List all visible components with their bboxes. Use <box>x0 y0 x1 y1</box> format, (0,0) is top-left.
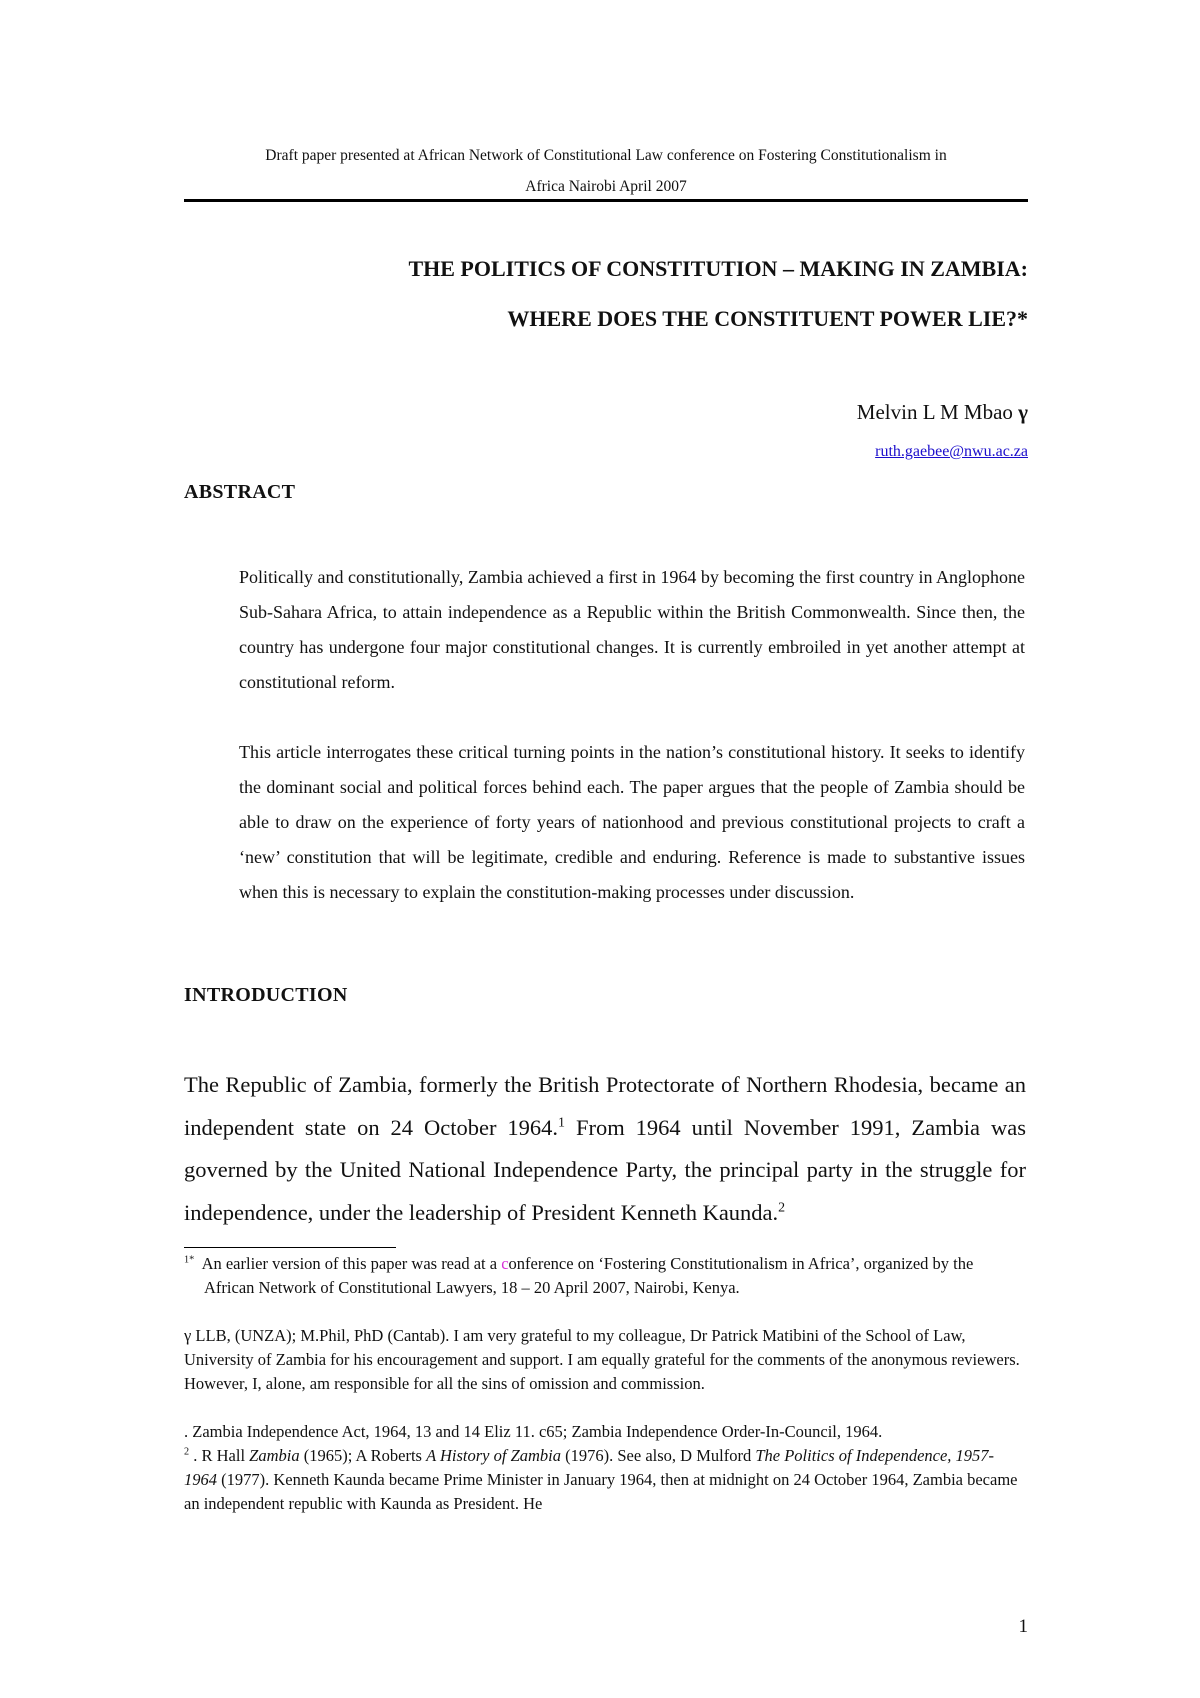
introduction-heading: INTRODUCTION <box>184 984 348 1006</box>
footnote-2-text-e: (1976). See also, D Mulford <box>561 1446 756 1465</box>
footnote-star-highlight: c <box>501 1254 509 1273</box>
footnotes-section <box>184 1252 1026 1516</box>
footnote-gamma: γ LLB, (UNZA); M.Phil, PhD (Cantab). I am very grateful to my colleague, Dr Patrick Matibini of the School of Law, University of Zambia for his encouragement and support. I am equally grateful for the comments of the anonymous reviewers. However, I, alone, am responsible for all the sins of omission and commission. <box>184 1326 1020 1393</box>
footnote-2 <box>184 1444 1026 1516</box>
footnote-gap <box>184 1300 1026 1324</box>
abstract-heading: ABSTRACT <box>184 481 296 503</box>
title-line-1: THE POLITICS OF CONSTITUTION – MAKING IN ZAMBIA: <box>408 256 1028 281</box>
footnote-2-text-c: (1965); A Roberts <box>299 1446 427 1465</box>
email-link[interactable]: ruth.gaebee@nwu.ac.za <box>875 443 1028 460</box>
author-line <box>857 398 1028 426</box>
header-line-1: Draft paper presented at African Network of Constitutional Law conference on Fostering Constitutionalism in <box>265 147 947 164</box>
conference-header <box>184 140 1028 202</box>
footnote-2-text-g: (1977). Kenneth Kaunda became Prime Minister in January 1964, then at midnight on 24 October 1964, Zambia became an independent republic with Kaunda as President. He <box>184 1470 1018 1513</box>
paper-title <box>184 244 1028 344</box>
footnote-2-text-a: . R Hall <box>189 1446 250 1465</box>
page-number: 1 <box>1018 1616 1028 1637</box>
footnote-star-text-a: An earlier version of this paper was read at a <box>201 1254 502 1273</box>
author-name: Melvin L M Mbao <box>856 400 1013 424</box>
footnote-gap <box>184 1396 1026 1420</box>
footnote-star-text-b: onference on ‘Fostering Constitutionalism in Africa’, organized by the African Network of Constitutional Lawyers, 18 – 20 April 2007, Nairobi, Kenya. <box>204 1254 974 1297</box>
footnote-2-title-politics: The Politics of Independence, 1957-1964 <box>184 1446 995 1489</box>
author-footnote-mark: γ <box>1018 400 1028 424</box>
header-divider <box>184 199 1028 202</box>
header-line-2: Africa Nairobi April 2007 <box>525 178 687 195</box>
intro-text-part-2: From 1964 until November 1991, Zambia was governed by the United National Independence Party, the principal party in the struggle for independence, under the leadership of President Kenneth Kaunda. <box>184 1114 1026 1225</box>
footnote-ref-2[interactable]: 2 <box>778 1200 786 1215</box>
footnote-star-marker: 1* <box>184 1254 195 1266</box>
footnote-separator <box>184 1247 396 1248</box>
footnote-2-title-zambia: Zambia <box>249 1446 300 1465</box>
abstract-paragraph-2: This article interrogates these critical turning points in the nation’s constitutional history. It seeks to identify the dominant social and political forces behind each. The paper argues that the people of Zambia should be able to draw on the experience of forty years of nationhood and previous constitutional projects to craft a ‘new’ constitution that will be legitimate, credible and enduring. Reference is made to substantive issues when this is necessary to explain the constitution-making processes under discussion. <box>239 742 1025 902</box>
title-line-2: WHERE DOES THE CONSTITUENT POWER LIE?* <box>507 306 1028 331</box>
introduction-paragraph <box>184 1064 1026 1234</box>
footnote-2-marker: 2 <box>184 1446 190 1458</box>
abstract-paragraph-1: Politically and constitutionally, Zambia achieved a first in 1964 by becoming the first country in Anglophone Sub-Sahara Africa, to attain independence as a Republic within the British Commonwealth. Since then, the country has undergone four major constitutional changes. It is currently embroiled in yet another attempt at constitutional reform. <box>239 567 1025 692</box>
footnote-star <box>184 1252 1026 1300</box>
author-email <box>875 441 1028 463</box>
intro-text-part-1: The Republic of Zambia, formerly the British Protectorate of Northern Rhodesia, became an independent state on 24 October 1964. <box>184 1072 1026 1140</box>
footnote-2-title-history: A History of Zambia <box>426 1446 562 1465</box>
footnote-ref-1[interactable]: 1 <box>558 1115 566 1130</box>
footnote-1: . Zambia Independence Act, 1964, 13 and 14 Eliz 11. c65; Zambia Independence Order-In-Council, 1964. <box>184 1422 883 1441</box>
